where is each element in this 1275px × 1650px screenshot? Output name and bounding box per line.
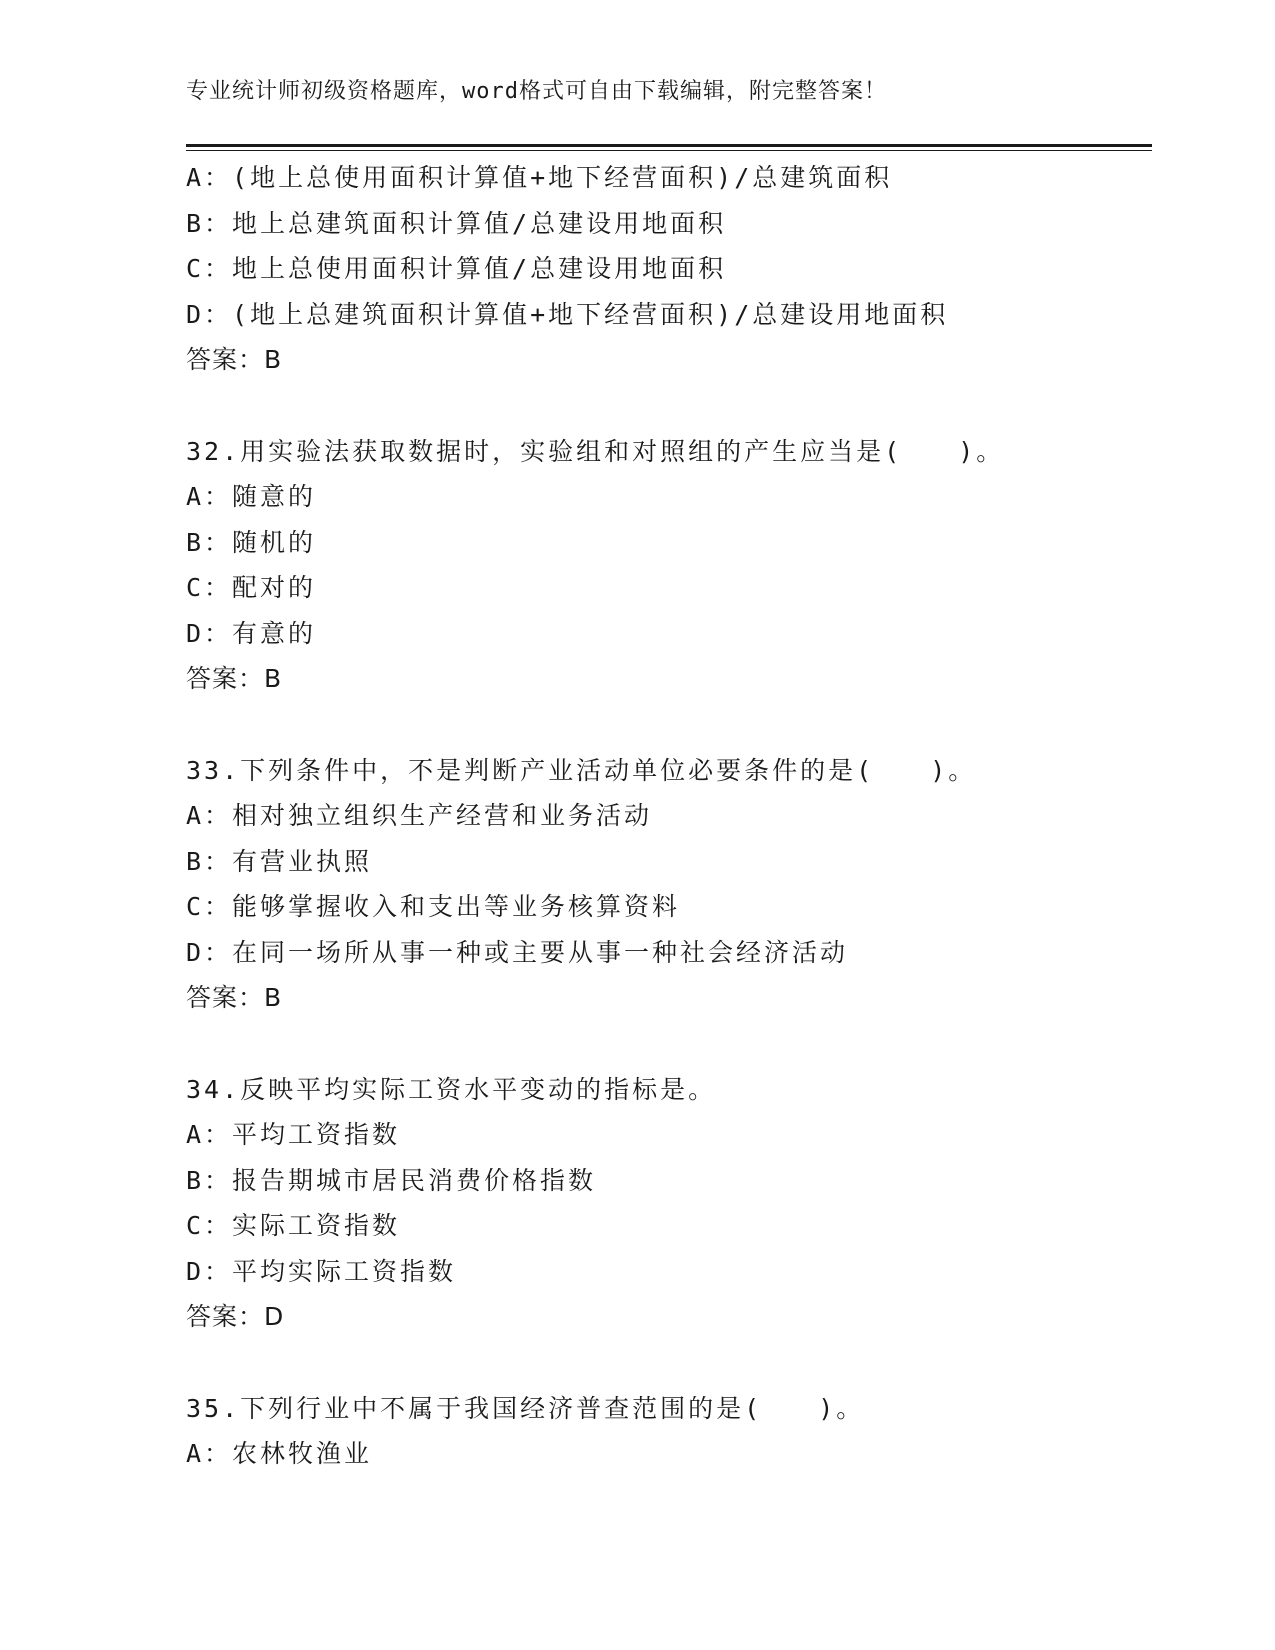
q34-option-a: A：平均工资指数 <box>186 1120 401 1149</box>
q33-answer: 答案：B <box>186 983 283 1012</box>
header-rule-thin <box>186 150 1152 151</box>
q32-option-c: C：配对的 <box>186 573 317 602</box>
q32-option-b: B：随机的 <box>186 527 317 557</box>
header-note: 专业统计师初级资格题库，word格式可自由下载编辑，附完整答案！ <box>186 79 887 104</box>
q32-option-a: A：随意的 <box>186 482 317 511</box>
q35-stem: 35.下列行业中不属于我国经济普查范围的是( )。 <box>186 1393 865 1423</box>
q32-option-d: D：有意的 <box>186 618 317 648</box>
q32-answer: 答案：B <box>186 664 283 693</box>
q35-option-a: A：农林牧渔业 <box>186 1439 373 1468</box>
question-content <box>186 155 1152 1477</box>
q33-option-b: B：有营业执照 <box>186 846 373 876</box>
q34-answer: 答案：D <box>186 1302 285 1331</box>
q31-option-c: C：地上总使用面积计算值/总建设用地面积 <box>186 254 727 283</box>
header-rule-thick <box>186 144 1152 147</box>
q34-option-d: D：平均实际工资指数 <box>186 1256 457 1286</box>
q34-option-b: B：报告期城市居民消费价格指数 <box>186 1165 597 1195</box>
q31-option-b: B：地上总建筑面积计算值/总建设用地面积 <box>186 208 727 238</box>
q31-answer: 答案：B <box>186 345 283 374</box>
q33-option-d: D：在同一场所从事一种或主要从事一种社会经济活动 <box>186 937 849 967</box>
q34-option-c: C：实际工资指数 <box>186 1211 401 1240</box>
q31-option-d: D：(地上总建筑面积计算值+地下经营面积)/总建设用地面积 <box>186 299 949 329</box>
q33-option-c: C：能够掌握收入和支出等业务核算资料 <box>186 892 681 921</box>
q34-stem: 34.反映平均实际工资水平变动的指标是。 <box>186 1074 717 1104</box>
q31-option-a: A：(地上总使用面积计算值+地下经营面积)/总建筑面积 <box>186 163 893 192</box>
q33-stem: 33.下列条件中，不是判断产业活动单位必要条件的是( )。 <box>186 755 977 785</box>
q32-stem: 32.用实验法获取数据时，实验组和对照组的产生应当是( )。 <box>186 436 1005 466</box>
q33-option-a: A：相对独立组织生产经营和业务活动 <box>186 801 653 830</box>
